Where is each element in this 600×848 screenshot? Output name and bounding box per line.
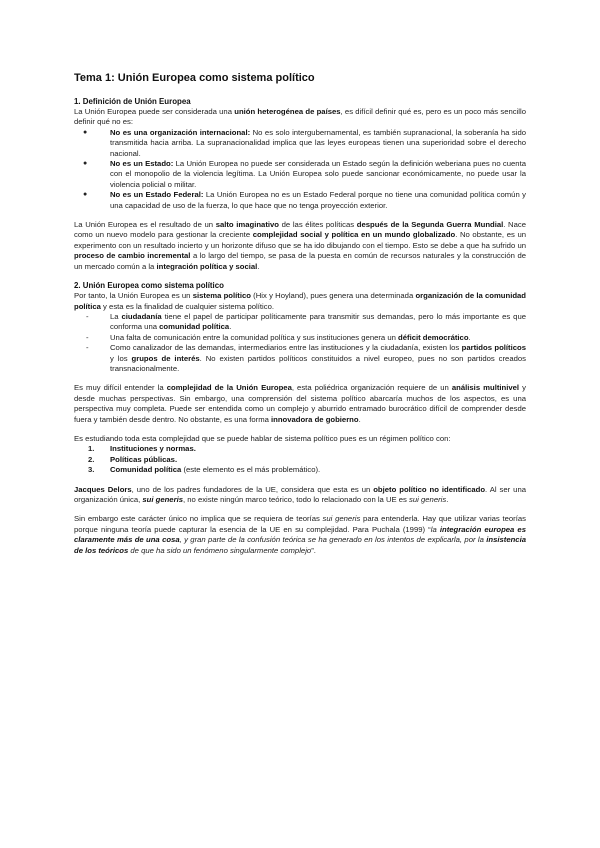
bold-run: unión heterogénea de países bbox=[234, 107, 341, 116]
bold-run: integración política y social bbox=[156, 261, 258, 271]
bold-italic-run: sui generis bbox=[142, 495, 183, 504]
list-item bbox=[110, 190, 526, 211]
text-run: tiene el papel de participar políticamente para transmitir sus demandas, pero lo más importante es que conforma una bbox=[110, 311, 526, 332]
list-item bbox=[110, 159, 526, 190]
text-run: La Unión Europea no es un Estado Federal porque no tiene una comunidad política común y una capacidad de uso de la fuerza, lo que hace que no tenga proyección exterior. bbox=[110, 190, 526, 210]
text-run: . bbox=[446, 495, 449, 504]
text-run: . Nace como un nuevo modelo para gestionar la creciente bbox=[74, 220, 526, 240]
text-run: a lo largo del tiempo, se pasa de la puesta en común de recursos naturales y la construcción de un mercado común a la bbox=[74, 251, 526, 271]
text-run: . Al ser una organización única, bbox=[74, 484, 526, 504]
text-run: (este elemento es el más problemático). bbox=[181, 465, 321, 475]
not-list bbox=[74, 128, 526, 211]
text-run: . bbox=[358, 414, 361, 424]
text-run: Por tanto, la Unión Europea es un bbox=[74, 291, 193, 301]
bold-run: innovadora de gobierno bbox=[271, 414, 359, 424]
text-run: ”. bbox=[311, 545, 316, 555]
text-run: Una falta de comunicación entre la comunidad política y sus instituciones genera un bbox=[110, 332, 399, 342]
list-number: 1. bbox=[88, 444, 95, 454]
text-run: Sin embargo este carácter único no implica que se requiera de teorías bbox=[74, 514, 323, 524]
text-run: de las élites políticas bbox=[279, 220, 357, 230]
text-run: , es difícil definir qué es, pero es un poco más sencillo definir qué no es: bbox=[74, 107, 527, 127]
italic-run: sui generis bbox=[409, 495, 447, 504]
text-run: No es solo intergubernamental, es también supranacional, la soberanía ha sido transmitida hacia arriba. La supranacionalidad implica que las leyes europeas tienen una superioridad sobre el derecho nacional. bbox=[110, 127, 526, 158]
text-run: para entenderla. Hay que utilizar varias teorías porque ninguna teoría puede capturar la esencia de la UE en su complejidad. Para Puchala (1999) “ bbox=[74, 514, 526, 534]
bold-run: déficit democrático bbox=[398, 332, 469, 342]
document-title: Tema 1: Unión Europea como sistema político bbox=[74, 72, 315, 84]
text-run: La Unión Europea no puede ser considerada un Estado según la definición weberiana pues no cuenta con el monopolio de la violencia legítima. La Unión Europea solo puede sancionar económicamente, no puede usar la violencia policial o militar. bbox=[110, 159, 526, 189]
bold-run: complejidad social y política en un mundo globalizado bbox=[252, 230, 456, 240]
bold-run: objeto político no identificado bbox=[373, 484, 486, 494]
section-1-heading: 1. Definición de Unión Europea bbox=[74, 97, 191, 106]
text-run: La Unión Europea es el resultado de un bbox=[74, 220, 216, 230]
bold-run: grupos de interés bbox=[131, 353, 200, 363]
bold-run: Políticas públicas. bbox=[110, 454, 178, 464]
bold-run: No es un Estado: bbox=[110, 159, 174, 169]
section-1-intro bbox=[74, 107, 526, 128]
delors-paragraph bbox=[74, 485, 526, 506]
text-run: y esta es la finalidad de cualquier sistema político. bbox=[100, 301, 274, 311]
text-run: y desde muchas perspectivas. Sin embargo, una comprensión del sistema político abarcaría muchos de los aspectos, es una perspectiva muy completa. Puede ser entendida como un complejo y aburrido entramado burocrático difícil de comprender desde fuera y también desde dentro. No obstante, es una forma bbox=[74, 383, 526, 424]
bold-run: Instituciones y normas. bbox=[110, 444, 196, 454]
text-run: . bbox=[229, 322, 232, 332]
italic-run: sui generis bbox=[322, 514, 361, 524]
bold-italic-run: insistencia de los teóricos bbox=[74, 535, 526, 555]
bold-run: organización de la comunidad política bbox=[74, 291, 526, 311]
bold-run: comunidad política bbox=[159, 322, 230, 332]
section-2-intro bbox=[74, 291, 526, 312]
list-item bbox=[110, 343, 526, 374]
list-number: 3. bbox=[88, 465, 95, 475]
puchala-paragraph bbox=[74, 514, 526, 556]
bold-italic-run: integración europea es claramente más de una cosa bbox=[74, 524, 526, 545]
italic-run: de que ha sido un fenómeno singularmente complejo bbox=[128, 545, 312, 555]
text-run: . bbox=[468, 332, 471, 342]
text-run: , uno de los padres fundadores de la UE, considera que esta es un bbox=[131, 484, 374, 494]
list-item bbox=[110, 312, 526, 333]
list-item bbox=[110, 333, 526, 343]
actors-list bbox=[74, 312, 526, 374]
text-run: La bbox=[110, 311, 122, 321]
bold-run: Jacques Delors bbox=[74, 484, 132, 494]
bold-run: No es un Estado Federal: bbox=[110, 190, 204, 200]
bold-run: No es una organización internacional: bbox=[110, 127, 251, 137]
regime-paragraph: Es estudiando toda esta complejidad que se puede hablar de sistema político pues es un régimen político con: bbox=[74, 433, 451, 443]
text-run: . No obstante, es un experimento con un resultado incierto y un horizonte difuso que se ha ido dibujando con el tiempo. Esto se debe a que ha sufrido un bbox=[74, 230, 526, 250]
bold-run: salto imaginativo bbox=[215, 220, 279, 230]
bold-run: sistema político bbox=[192, 291, 251, 301]
text-run: Como canalizador de las demandas, intermediarios entre las instituciones y la ciudadanía, existen los bbox=[110, 343, 462, 353]
bold-run: partidos políticos bbox=[461, 343, 526, 353]
text-run: . No existen partidos políticos constituidos a nivel europeo, pues no son partidos creados transnacionalmente. bbox=[110, 353, 526, 373]
list-item bbox=[88, 454, 526, 465]
text-run: , esta poliédrica organización requiere de un bbox=[291, 383, 452, 393]
bold-run: ciudadanía bbox=[121, 311, 162, 321]
text-run: (Hix y Hoyland), pues genera una determinada bbox=[250, 291, 416, 301]
text-run: . bbox=[257, 261, 260, 271]
italic-run: la bbox=[430, 524, 440, 534]
list-item bbox=[88, 465, 526, 475]
list-number: 2. bbox=[88, 454, 95, 464]
bold-run: proceso de cambio incremental bbox=[74, 251, 191, 261]
bold-run: después de la Segunda Guerra Mundial bbox=[356, 220, 504, 230]
regime-list bbox=[74, 444, 526, 475]
text-run: y los bbox=[110, 353, 132, 363]
bold-run: complejidad de la Unión Europea bbox=[166, 383, 292, 393]
bold-run: Comunidad política bbox=[110, 465, 182, 475]
text-run: La Unión Europea puede ser considerada una bbox=[74, 107, 235, 116]
list-item bbox=[110, 128, 526, 159]
list-item bbox=[88, 444, 526, 454]
bold-run: análisis multinivel bbox=[451, 383, 520, 393]
italic-run: , y gran parte de la confusión teórica se ha generado en los intentos de explicarla, por la bbox=[179, 535, 487, 545]
text-run: , no existe ningún marco teórico, todo lo relacionado con la UE es bbox=[182, 495, 410, 504]
section-1-paragraph bbox=[74, 220, 526, 272]
complexity-paragraph bbox=[74, 383, 526, 425]
section-2-heading: 2. Unión Europea como sistema político bbox=[74, 281, 224, 291]
text-run: Es muy difícil entender la bbox=[74, 383, 167, 393]
